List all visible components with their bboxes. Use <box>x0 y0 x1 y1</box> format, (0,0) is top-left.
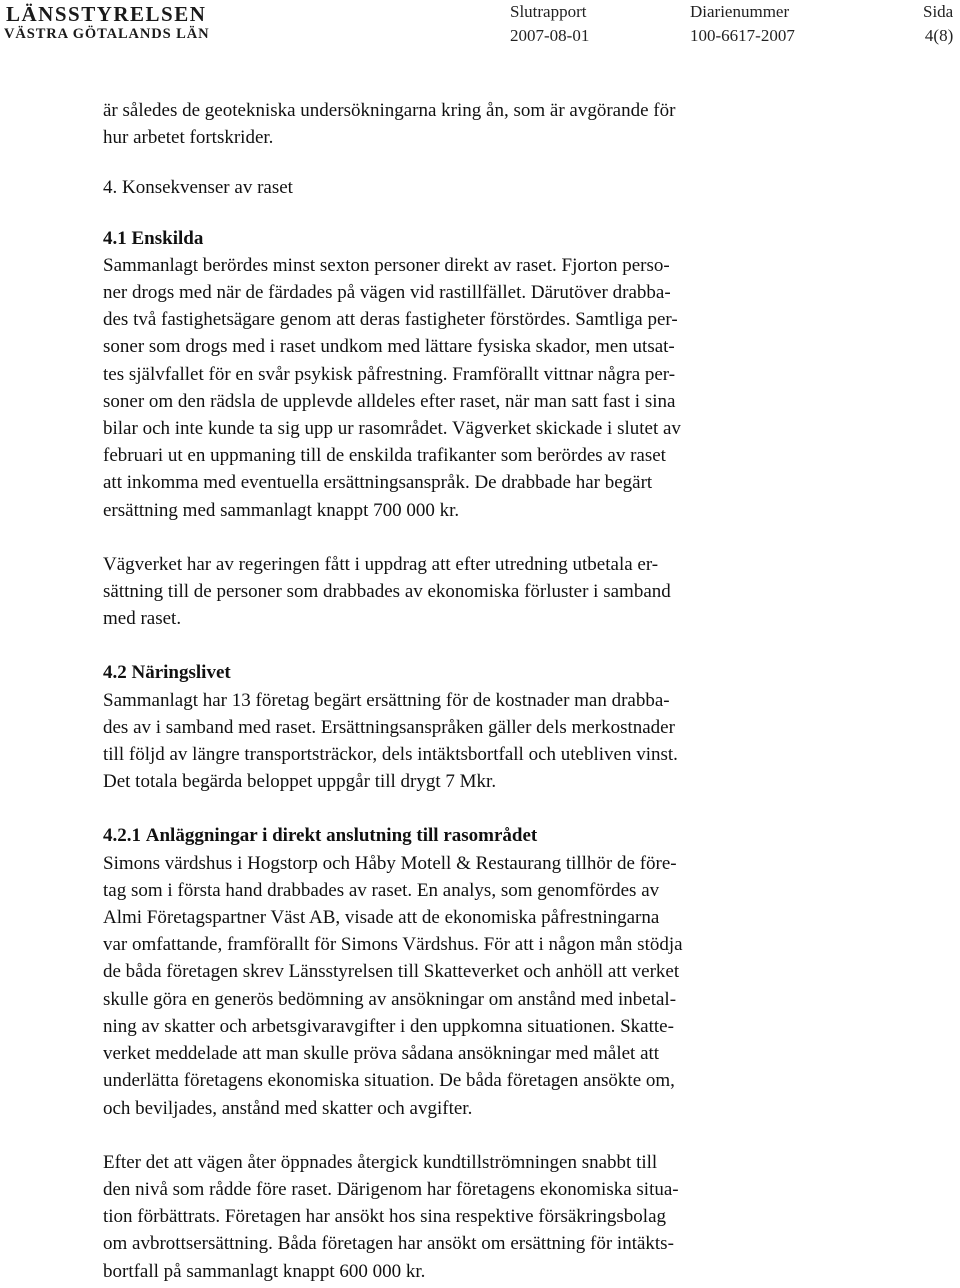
page-value: 4(8) <box>924 26 954 45</box>
logo-title: LÄNSSTYRELSEN <box>6 2 207 26</box>
text-line: des av i samband med raset. Ersättningsanspråken gäller dels merkostnader <box>103 716 675 738</box>
text-line: tes självfallet för en svår psykisk påfrestning. Framförallt vittnar några per- <box>103 363 676 385</box>
text-line: att inkomma med eventuella ersättningsanspråk. De drabbade har begärt <box>103 472 653 494</box>
text-line: Sammanlagt har 13 företag begärt ersättning för de kostnader man drabba- <box>103 689 670 711</box>
section-4-2-1-paragraph-2 <box>103 1149 823 1285</box>
section-4-2-title: Näringslivet <box>131 662 231 684</box>
text-line: Efter det att vägen åter öppnades återgick kundtillströmningen snabbt till <box>103 1151 658 1173</box>
text-line: till följd av längre transportsträckor, dels intäktsbortfall och utebliven vinst. <box>103 744 678 766</box>
page-header <box>0 0 960 50</box>
text-line: Det totala begärda beloppet uppgår till drygt 7 Mkr. <box>103 771 497 793</box>
section-4-2-1-paragraph-1 <box>103 850 823 1122</box>
text-line: de båda företagen skrev Länsstyrelsen till Skatteverket och anhöll att verket <box>103 961 680 983</box>
text-line: soner om den rädsla de upplevde alldeles efter raset, när man satt fast i sina <box>103 390 676 412</box>
text-line: är således de geotekniska undersökningarna kring ån, som är avgörande för <box>103 100 676 121</box>
text-line: var omfattande, framförallt för Simons Värdshus. För att i någon mån stödja <box>103 934 683 956</box>
text-line: soner som drogs med i raset undkom med lättare fysiska skador, men utsat- <box>103 336 675 358</box>
text-line: ersättning med sammanlagt knappt 700 000 kr. <box>103 499 460 521</box>
reg-label: Diarienummer <box>690 2 790 21</box>
text-line: ner drogs med när de färdades på vägen vid rastillfället. Därutöver drabba- <box>103 282 671 304</box>
text-line: sättning till de personer som drabbades av ekonomiska förluster i samband <box>103 581 671 603</box>
doc-type: Slutrapport <box>510 2 587 21</box>
text-line: Sammanlagt berördes minst sexton personer direkt av raset. Fjorton perso- <box>103 254 670 276</box>
section-4-1-heading <box>103 225 823 252</box>
text-line: tion förbättrats. Företagen har ansökt hos sina respektive försäkringsbolag <box>103 1206 666 1228</box>
text-line: Almi Företagspartner Väst AB, visade att de ekonomiska påfrestningarna <box>103 907 660 929</box>
document-body <box>103 97 823 1285</box>
text-line: ning av skatter och arbetsgivaravgifter i den uppkomna situationen. Skatte- <box>103 1015 674 1037</box>
reg-number-cell <box>690 0 795 48</box>
text-line: med raset. <box>103 608 182 630</box>
text-line: Simons värdshus i Hogstorp och Håby Motell & Restaurang tillhör de före- <box>103 852 677 874</box>
text-line: Vägverket har av regeringen fått i uppdrag att efter utredning utbetala er- <box>103 553 659 575</box>
page-label: Sida <box>923 2 954 21</box>
text-line: underlätta företagens ekonomiska situation. De båda företagen ansökte om, <box>103 1070 675 1092</box>
section-4-heading: 4. Konsekvenser av raset <box>103 177 293 199</box>
section-4-2-1-title: Anläggningar i direkt anslutning till rasområdet <box>145 825 538 847</box>
section-4-1-paragraph-1 <box>103 252 823 524</box>
text-line: och beviljades, anstånd med skatter och avgifter. <box>103 1097 473 1119</box>
text-line: tag som i första hand drabbades av raset. En analys, som genomfördes av <box>103 879 660 901</box>
section-4-1-paragraph-2 <box>103 551 823 633</box>
section-4-2-1-number: 4.2.1 <box>103 825 141 847</box>
section-4-1-number: 4.1 <box>103 227 127 249</box>
text-line: bortfall på sammanlagt knappt 600 000 kr. <box>103 1260 426 1282</box>
text-line: verket meddelade att man skulle pröva sådana ansökningar med målet att <box>103 1043 660 1065</box>
section-4-2-number: 4.2 <box>103 662 127 684</box>
section-4-2-heading <box>103 659 823 686</box>
text-line: den nivå som rådde före raset. Därigenom har företagens ekonomiska situa- <box>103 1178 679 1200</box>
text-line: hur arbetet fortskrider. <box>103 127 274 149</box>
section-4-1-title: Enskilda <box>131 227 204 249</box>
logo-subtitle: VÄSTRA GÖTALANDS LÄN <box>4 26 210 42</box>
reg-number: 100-6617-2007 <box>690 26 795 45</box>
text-line: bilar och inte kunde ta sig upp ur rasområdet. Vägverket skickade i slutet av <box>103 418 681 440</box>
text-line: februari ut en uppmaning till de enskilda trafikanter som berördes av raset <box>103 445 666 467</box>
doc-date: 2007-08-01 <box>510 26 590 45</box>
intro-paragraph <box>103 97 823 151</box>
text-line: skulle göra en generös bedömning av ansökningar om anstånd med inbetal- <box>103 988 677 1010</box>
section-4-2-1-heading <box>103 822 823 849</box>
text-line: des två fastighetsägare genom att deras fastigheter förstördes. Samtliga per- <box>103 309 678 331</box>
page-number-cell <box>923 0 953 48</box>
section-4-2-paragraph <box>103 687 823 796</box>
text-line: om avbrottsersättning. Båda företagen har ansökt om ersättning för intäkts- <box>103 1233 674 1255</box>
doc-type-cell <box>510 0 589 48</box>
